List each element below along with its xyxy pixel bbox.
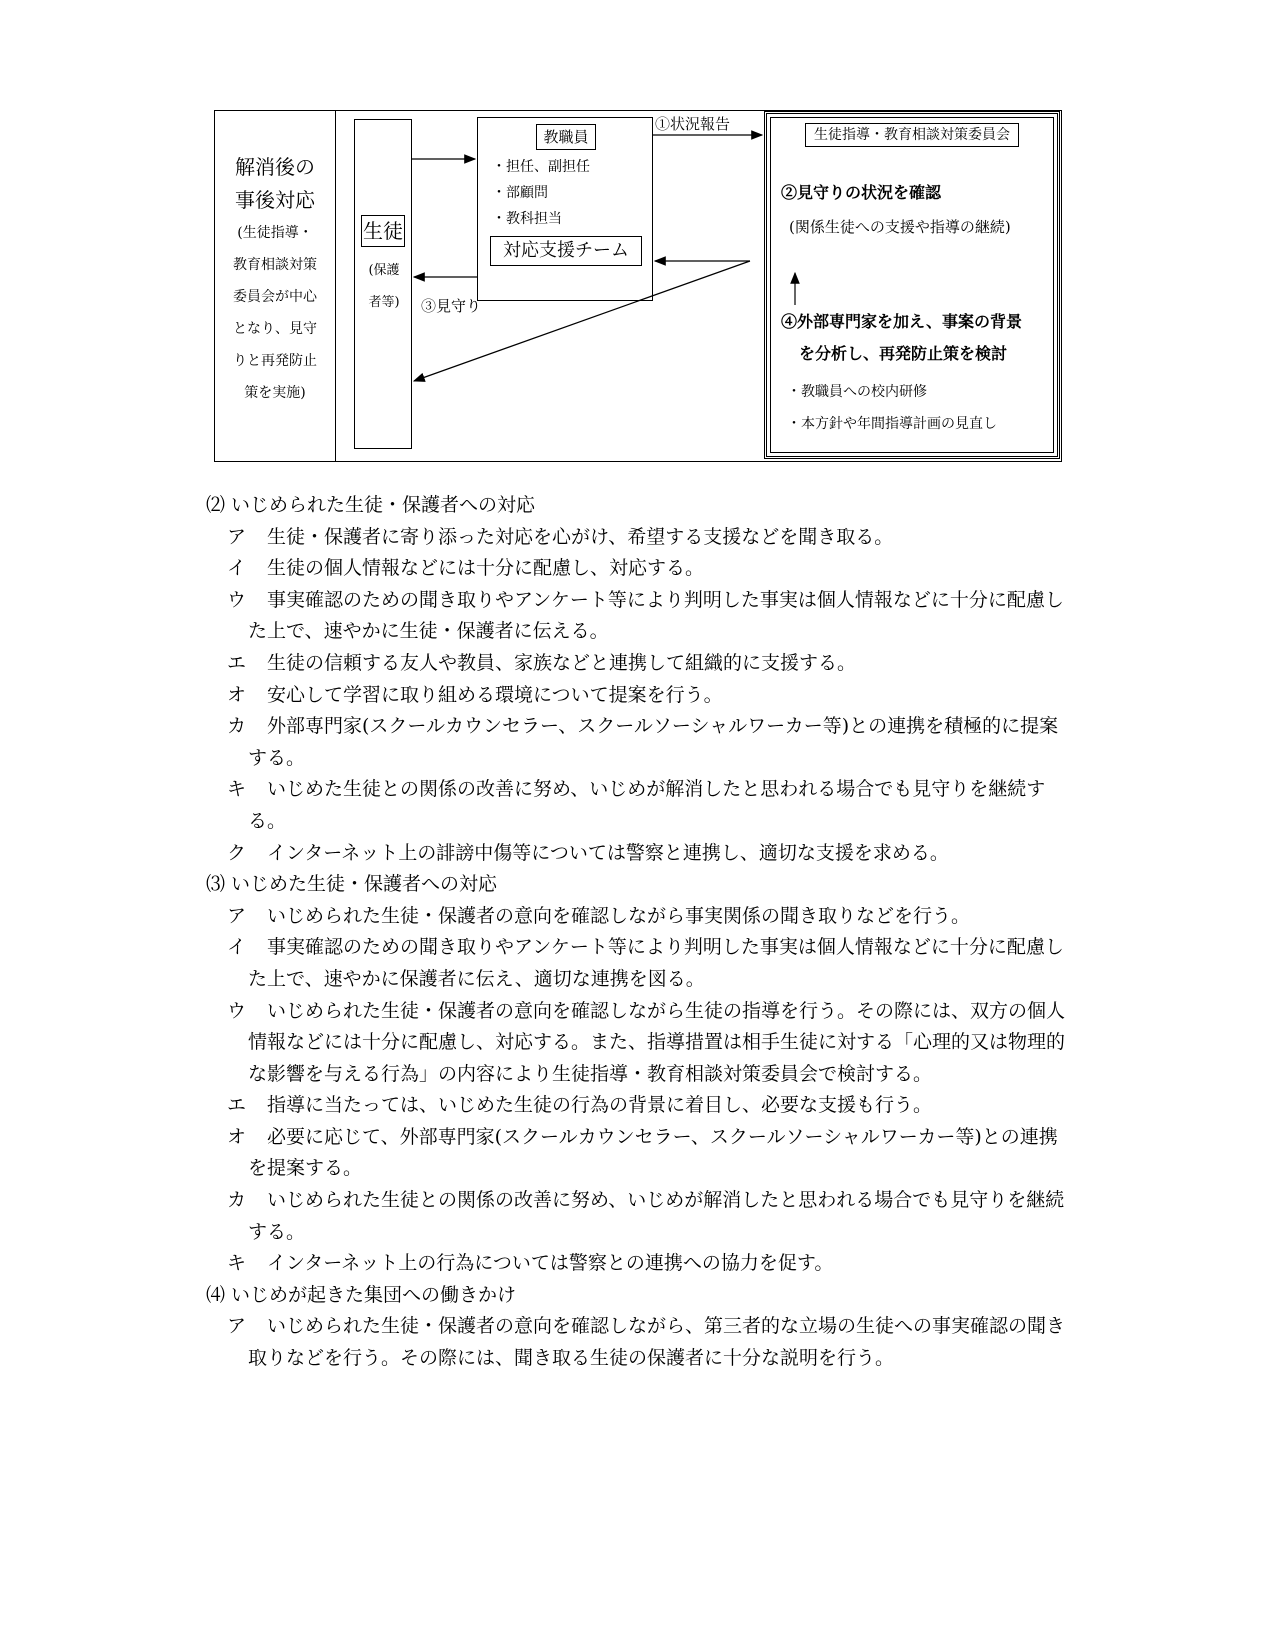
- item-mark: オ: [227, 683, 247, 706]
- item-mark: エ: [227, 1094, 247, 1117]
- list-item: [206, 1090, 1076, 1122]
- list-item: [206, 774, 1076, 837]
- section-title: ⑵ いじめられた生徒・保護者への対応: [206, 494, 536, 516]
- list-item: [206, 553, 1076, 585]
- item-mark: ア: [227, 525, 247, 548]
- item-mark: エ: [227, 651, 247, 674]
- item-text: いじめられた生徒・保護者の意向を確認しながら事実関係の聞き取りなどを行う。: [267, 904, 971, 927]
- student-note-line: (保護: [368, 263, 400, 278]
- list-item: [206, 711, 1076, 774]
- item-text: 指導に当たっては、いじめた生徒の行為の背景に着目し、必要な支援も行う。: [267, 1094, 933, 1117]
- phase-note-line: りと再発防止: [233, 353, 317, 369]
- phase-title-line: 解消後の: [235, 155, 315, 179]
- staff-list-item: ・担任、副担任: [492, 159, 590, 175]
- item-mark: オ: [227, 1125, 247, 1148]
- report-label: ①状況報告: [655, 115, 731, 133]
- item-mark: キ: [227, 1252, 247, 1275]
- item-mark: キ: [227, 778, 247, 801]
- item-mark: ア: [227, 904, 247, 927]
- committee-to-student-arrow: [414, 261, 750, 381]
- phase-note-line: となり、見守: [233, 321, 317, 337]
- staff-list-item: ・部顧問: [492, 185, 548, 201]
- item-text: いじめられた生徒・保護者の意向を確認しながら生徒の指導を行う。その際には、双方の個人情報などには十分に配慮し、対応する。また、指導措置は相手生徒に対する「心理的又は物理的な影響を与える行為」の内容により生徒指導・教育相談対策委員会で検討する。: [248, 999, 1066, 1085]
- list-item: [206, 1248, 1076, 1280]
- item-text: 外部専門家(スクールカウンセラー、スクールソーシャルワーカー等)との連携を積極的に提案する。: [248, 715, 1059, 769]
- committee-title: 生徒指導・教育相談対策委員会: [805, 123, 1019, 147]
- item-text: 生徒の信頼する友人や教員、家族などと連携して組織的に支援する。: [267, 651, 857, 674]
- staff-title: 教職員: [536, 124, 596, 150]
- section-title: ⑶ いじめた生徒・保護者への対応: [206, 873, 498, 896]
- item-mark: イ: [227, 557, 247, 580]
- item-mark: カ: [227, 1189, 247, 1212]
- committee-list-item: ・本方針や年間指導計画の見直し: [787, 416, 997, 432]
- section-title: ⑷ いじめが起きた集団への働きかけ: [206, 1283, 517, 1306]
- list-item: [206, 1311, 1076, 1374]
- phase-note-line: 委員会が中心: [233, 289, 317, 305]
- phase-title-line: 事後対応: [235, 188, 315, 212]
- list-item: [206, 1122, 1076, 1185]
- watch-label: ③見守り: [421, 297, 482, 315]
- diagram-arrows: [215, 111, 1063, 463]
- item-mark: ア: [227, 1315, 247, 1338]
- item-mark: カ: [227, 715, 247, 738]
- phase-note-line: 教育相談対策: [233, 257, 317, 273]
- item-text: いじめた生徒との関係の改善に努め、いじめが解消したと思われる場合でも見守りを継続する。: [248, 778, 1046, 832]
- step2-note: (関係生徒への支援や指導の継続): [789, 218, 1011, 236]
- item-text: いじめられた生徒・保護者の意向を確認しながら、第三者的な立場の生徒への事実確認の聞き取りなどを行う。その際には、聞き取る生徒の保護者に十分な説明を行う。: [248, 1315, 1066, 1370]
- list-item: [206, 585, 1076, 648]
- item-text: インターネット上の行為については警察との連携への協力を促す。: [267, 1252, 834, 1275]
- item-text: いじめられた生徒との関係の改善に努め、いじめが解消したと思われる場合でも見守りを継続する。: [248, 1189, 1065, 1243]
- step4-line: を分析し、再発防止策を検討: [799, 344, 1008, 363]
- document-body: [206, 490, 1076, 1375]
- item-text: 安心して学習に取り組める環境について提案を行う。: [267, 683, 723, 706]
- item-text: 事実確認のための聞き取りやアンケート等により判明した事実は個人情報などに十分に配慮した上で、速やかに生徒・保護者に伝える。: [248, 588, 1064, 643]
- phase-note-line: 策を実施): [244, 385, 306, 401]
- item-mark: ウ: [227, 999, 247, 1022]
- list-item: [206, 838, 1076, 870]
- list-item: [206, 1185, 1076, 1248]
- item-text: インターネット上の誹謗中傷等については警察と連携し、適切な支援を求める。: [267, 841, 949, 864]
- list-item: [206, 996, 1076, 1091]
- item-mark: イ: [227, 936, 247, 959]
- item-mark: ク: [227, 841, 247, 864]
- list-item: [206, 932, 1076, 995]
- staff-list-item: ・教科担当: [492, 211, 562, 227]
- item-text: 生徒・保護者に寄り添った対応を心がけ、希望する支援などを聞き取る。: [267, 525, 894, 548]
- step2-label: ②見守りの状況を確認: [781, 183, 942, 202]
- committee-list-item: ・教職員への校内研修: [787, 384, 927, 400]
- item-mark: ウ: [227, 588, 247, 611]
- list-item: [206, 648, 1076, 680]
- phase-note-line: (生徒指導・: [237, 225, 313, 241]
- student-label: 生徒: [361, 215, 405, 247]
- list-item: [206, 680, 1076, 712]
- support-team-label: 対応支援チーム: [490, 236, 642, 266]
- item-text: 事実確認のための聞き取りやアンケート等により判明した事実は個人情報などに十分に配慮した上で、速やかに保護者に伝え、適切な連携を図る。: [248, 936, 1064, 990]
- list-item: [206, 901, 1076, 933]
- item-text: 必要に応じて、外部専門家(スクールカウンセラー、スクールソーシャルワーカー等)との連携を提案する。: [248, 1125, 1058, 1180]
- list-item: [206, 522, 1076, 554]
- student-note-line: 者等): [368, 295, 400, 310]
- followup-flow-diagram: [214, 110, 1062, 462]
- item-text: 生徒の個人情報などには十分に配慮し、対応する。: [267, 557, 705, 580]
- step4-line: ④外部専門家を加え、事案の背景: [781, 312, 1022, 331]
